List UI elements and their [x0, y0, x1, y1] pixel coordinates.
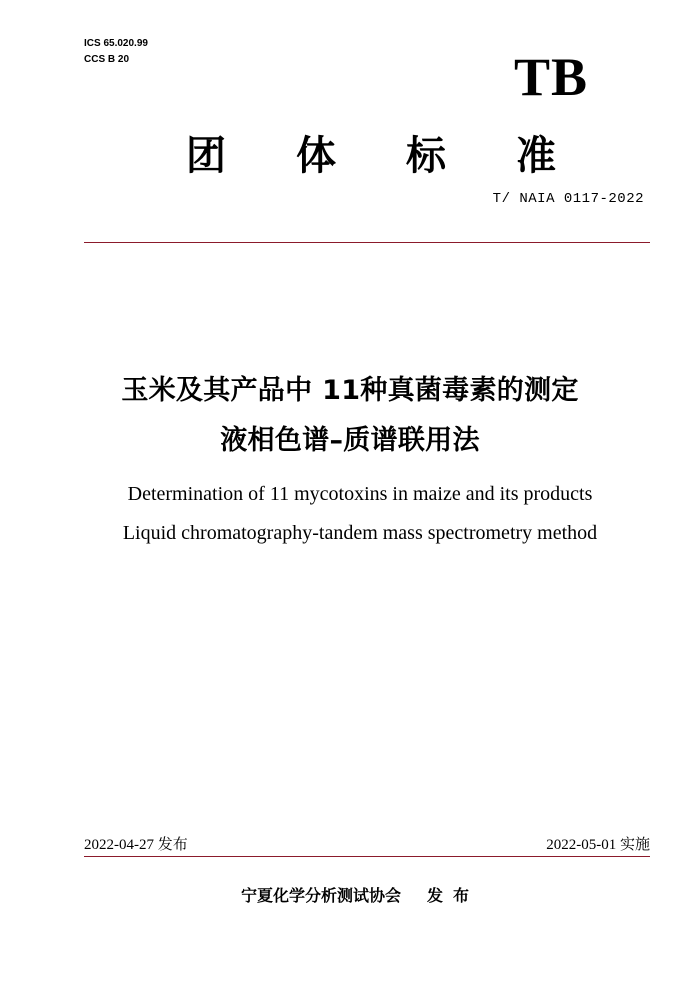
publish-word: 发布: [427, 886, 480, 905]
standard-type-char: 标: [406, 133, 446, 179]
standard-type-title: [186, 130, 556, 182]
title-en-line-1: Determination of 11 mycotoxins in maize and its products: [127, 483, 593, 505]
standard-type-char: 体: [296, 133, 336, 179]
classification-codes: [84, 36, 148, 68]
title-en-line-2: Liquid chromatography-tandem mass spectrometry method: [122, 522, 598, 544]
publisher-name: 宁夏化学分析测试协会: [240, 886, 401, 905]
title-cn-line-2: 液相色谱–质谱联用法: [220, 425, 480, 456]
tb-logo: TB: [514, 47, 589, 107]
standard-number: T/ NAIA 0117-2022: [492, 191, 644, 207]
footer-divider: [84, 856, 650, 857]
implement-date: 2022-05-01 实施: [546, 837, 650, 853]
issue-date: 2022-04-27 发布: [84, 837, 188, 853]
ccs-code: CCS B 20: [84, 54, 130, 65]
ics-code: ICS 65.020.99: [84, 38, 148, 49]
publisher-line: [0, 883, 700, 906]
title-cn-line-1: 玉米及其产品中 11种真菌毒素的测定: [121, 375, 579, 406]
standard-type-char: 准: [516, 133, 556, 179]
header-divider: [84, 242, 650, 243]
standard-type-char: 团: [186, 133, 226, 179]
